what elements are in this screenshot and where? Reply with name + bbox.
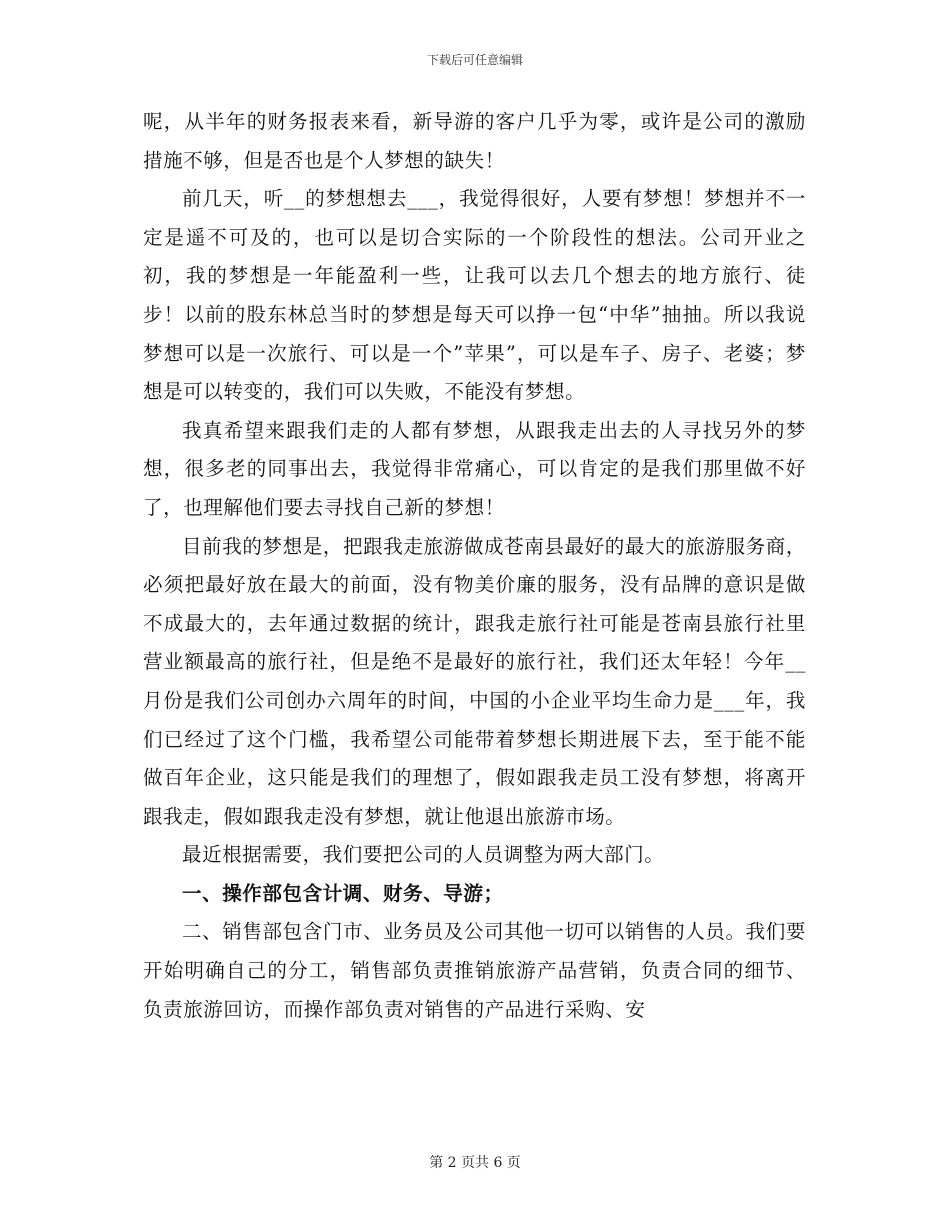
paragraph-4: 目前我的梦想是，把跟我走旅游做成苍南县最好的最大的旅游服务商，必须把最好放在最大的前面，没有物美价廉的服务，没有品牌的意识是做不成最大的，去年通过数据的统计，跟我走旅行社可能是苍南县旅行社里营业额最高的旅行社，但是绝不是最好的旅行社，我们还太年轻！今年__月份是我们公司创办六周年的时间，中国的小企业平均生命力是___年，我们已经过了这个门槛，我希望公司能带着梦想长期进展下去，至于能不能做百年企业，这只能是我们的理想了，假如跟我走员工没有梦想，将离开跟我走，假如跟我走没有梦想，就让他退出旅游市场。 <box>143 534 806 828</box>
paragraph-6: 二、销售部包含门市、业务员及公司其他一切可以销售的人员。我们要开始明确自己的分工，销售部负责推销旅游产品营销，负责合同的细节、负责旅游回访，而操作部负责对销售的产品进行采购、安 <box>143 920 806 1021</box>
paragraph-5: 最近根据需要，我们要把公司的人员调整为两大部门。 <box>182 843 665 867</box>
document-body <box>143 103 806 1029</box>
page-header: 下载后可任意编辑 <box>426 53 523 67</box>
section-heading-operations: 一、操作部包含计调、财务、导游； <box>182 881 504 905</box>
paragraph-1: 呢，从半年的财务报表来看，新导游的客户几乎为零，或许是公司的激励措施不够，但是否也是个人梦想的缺失！ <box>143 110 806 172</box>
paragraph-3: 我真希望来跟我们走的人都有梦想，从跟我走出去的人寻找另外的梦想，很多老的同事出去，我觉得非常痛心，可以肯定的是我们那里做不好了，也理解他们要去寻找自己新的梦想！ <box>143 418 806 519</box>
paragraph-2: 前几天，听__的梦想想去___，我觉得很好，人要有梦想！梦想并不一定是遥不可及的，也可以是切合实际的一个阶段性的想法。公司开业之初，我的梦想是一年能盈利一些，让我可以去几个想去的地方旅行、徒步！以前的股东林总当时的梦想是每天可以挣一包“中华”抽抽。所以我说梦想可以是一次旅行、可以是一个”苹果”，可以是车子、房子、老婆；梦想是可以转变的，我们可以失败，不能没有梦想。 <box>143 187 806 404</box>
page-footer: 第 2 页共 6 页 <box>429 1155 521 1171</box>
